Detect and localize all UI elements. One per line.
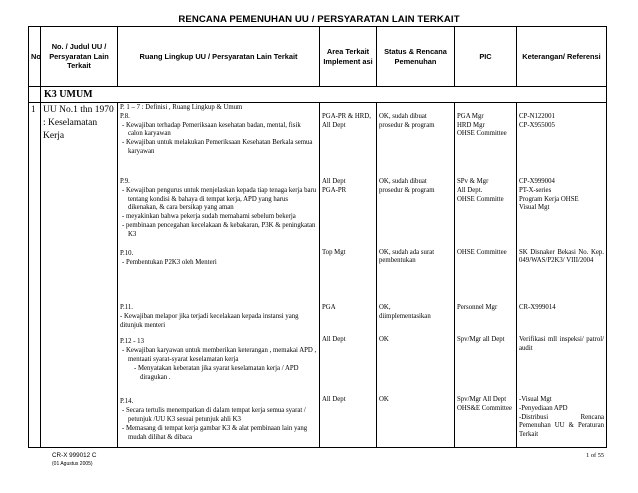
area-text: All Dept PGA-PR Top Mgt (322, 178, 347, 256)
scope-line: - Kewajiban melapor jika terjadi kecelakaan kepada instansi yang ditunjuk menteri (120, 312, 299, 329)
pic-text: Spv/Mgr All Dept OHS&E Committee (457, 396, 512, 412)
scope-line: - Kewajiban pengurus untuk menjelaskan kepada tiap tenaga kerja baru tentang kondisi & bahaya di tempat kerja, APD yang harus dikenakan, & cara bersikap yang aman (122, 186, 317, 212)
row-number: 1 (29, 103, 41, 448)
scope-line: - Menyatakan keberatan jika syarat keselamatan kerja / APD diragukan . (134, 364, 299, 381)
block-2 (379, 178, 452, 296)
pic-text: Spv/Mgr all Dept (457, 336, 505, 343)
block-5 (519, 396, 604, 444)
ket-text: CR-X999014 (519, 304, 556, 311)
pic-text: PGA Mgr HRD Mgr OHSE Committee (457, 112, 507, 138)
pic-cell (455, 103, 517, 448)
scope-line: P.8. (120, 112, 130, 120)
row-title: UU No.1 thn 1970 : Keselamatan Kerja (41, 103, 118, 448)
status-text: OK, sudah dibuat prosedur & program OK, sudah ada surat pembentukan (379, 178, 435, 265)
block-4 (322, 336, 374, 388)
area-text: PGA-PR & HRD, All Dept (322, 112, 371, 129)
area-text: All Dept (322, 396, 346, 403)
status-text: OK (379, 336, 389, 343)
footer-page-number: 1 of 55 (586, 452, 604, 459)
block-4 (519, 336, 604, 388)
block-5 (120, 398, 317, 446)
status-text: OK (379, 396, 389, 403)
area-text: All Dept (322, 336, 346, 343)
keterangan-cell (517, 103, 607, 448)
pic-text: SPv & Mgr All Dept. OHSE Committe OHSE Committee (457, 178, 507, 256)
block-2 (322, 178, 374, 296)
scope-line: - Kewajiban karyawan untuk memberikan keterangan , memakai APD , mentaati syarat-syarat keselamatan kerja (122, 347, 317, 364)
block-5 (457, 396, 514, 444)
block-3 (519, 304, 604, 328)
header-judul: No. / Judul UU / Persyaratan Lain Terkait (41, 27, 118, 87)
pic-text: Personnel Mgr (457, 304, 498, 311)
header-ruang-lingkup: Ruang Lingkup UU / Persyaratan Lain Terkait (118, 27, 320, 87)
block-4 (120, 338, 317, 390)
block-3 (120, 304, 317, 330)
block-1 (120, 104, 317, 170)
block-4 (379, 336, 452, 388)
scope-line: - pembinaan pencegahan kecelakaan & kebakaran, P3K & peningkatan K3 (122, 222, 316, 238)
scope-line: P.10. (120, 249, 134, 257)
header-status: Status & Rencana Pemenuhan (377, 27, 455, 87)
header-keterangan: Keterangan/ Referensi (517, 27, 607, 87)
ket-text: -Visual Mgt -Penyediaan APD -Distribusi Rencana Pemenuhan UU & Peraturan Terkait (519, 396, 604, 439)
scope-line: P.14. (120, 398, 134, 406)
section-row (29, 87, 607, 103)
ket-text: CP-N122001 CP-X955005 (519, 112, 555, 129)
block-1 (519, 104, 604, 170)
block-1 (379, 104, 452, 170)
section-title: K3 UMUM (41, 87, 607, 103)
block-3 (457, 304, 514, 328)
ket-text: CP-X999004 PT-X-series Program Kerja OHSE Visual Mgt SK Disnaker Bekasi No. Kep. 049/WAS/P2K3/ VIII/2004 (519, 178, 604, 265)
table-row (29, 103, 607, 448)
status-text: OK, diimplementasikan (379, 304, 431, 320)
block-5 (322, 396, 374, 444)
requirements-table (28, 26, 607, 448)
scope-line: - Pembentukan P2K3 oleh Menteri (122, 258, 217, 266)
scope-line: - Kewajiban terhadap Pemeriksaan kesehatan badan, mental, fisik calon karyawan (122, 121, 301, 138)
status-text: OK, sudah dibuat prosedur & program (379, 112, 435, 129)
block-2 (519, 178, 604, 296)
header-no: No (29, 27, 41, 87)
footer-doc-date: (01 Agustus 2005) (52, 460, 93, 467)
document-title: RENCANA PEMENUHAN UU / PERSYARATAN LAIN TERKAIT (178, 14, 460, 25)
scope-line: - meyakinkan bahwa pekerja sudah memahami sebelum bekerja (122, 213, 296, 221)
ket-text: Verifikasi mll inspeksi/ patrol/ audit (519, 336, 604, 352)
block-4 (457, 336, 514, 388)
header-row (29, 27, 607, 87)
scope-line: P.9. (120, 178, 130, 185)
block-3 (379, 304, 452, 328)
scope-line: - Kewajiban untuk melakukan Pemeriksaan Kesehatan Berkala semua karyawan (122, 139, 313, 156)
footer-doc-number: CR-X 999012 C (52, 452, 97, 459)
scope-line: - Memasang di tempat kerja gambar K3 & alat pembinaan lain yang mudah dilihat & dibaca (122, 424, 308, 441)
area-cell (320, 103, 377, 448)
footer-doc-info (52, 452, 96, 467)
scope-line: P.12 - 13 (120, 338, 144, 346)
block-3 (322, 304, 374, 328)
scope-line: P. 1 – 7 : Definisi , Ruang Lingkup & Umum (120, 104, 243, 111)
header-pic: PIC (455, 27, 517, 87)
block-5 (379, 396, 452, 444)
scope-line: P.11. (120, 304, 133, 311)
status-cell (377, 103, 455, 448)
area-text: PGA (322, 304, 336, 311)
block-1 (457, 104, 514, 170)
block-2 (120, 178, 317, 296)
scope-line: - Secara tertulis menempatkan di dalam tempat kerja semua syarat / petunjuk /UU K3 sesuai petunjuk ahli K3 (122, 407, 306, 424)
header-area: Area Terkait Implement asi (320, 27, 377, 87)
block-2 (457, 178, 514, 296)
scope-cell (118, 103, 320, 448)
block-1 (322, 104, 374, 170)
